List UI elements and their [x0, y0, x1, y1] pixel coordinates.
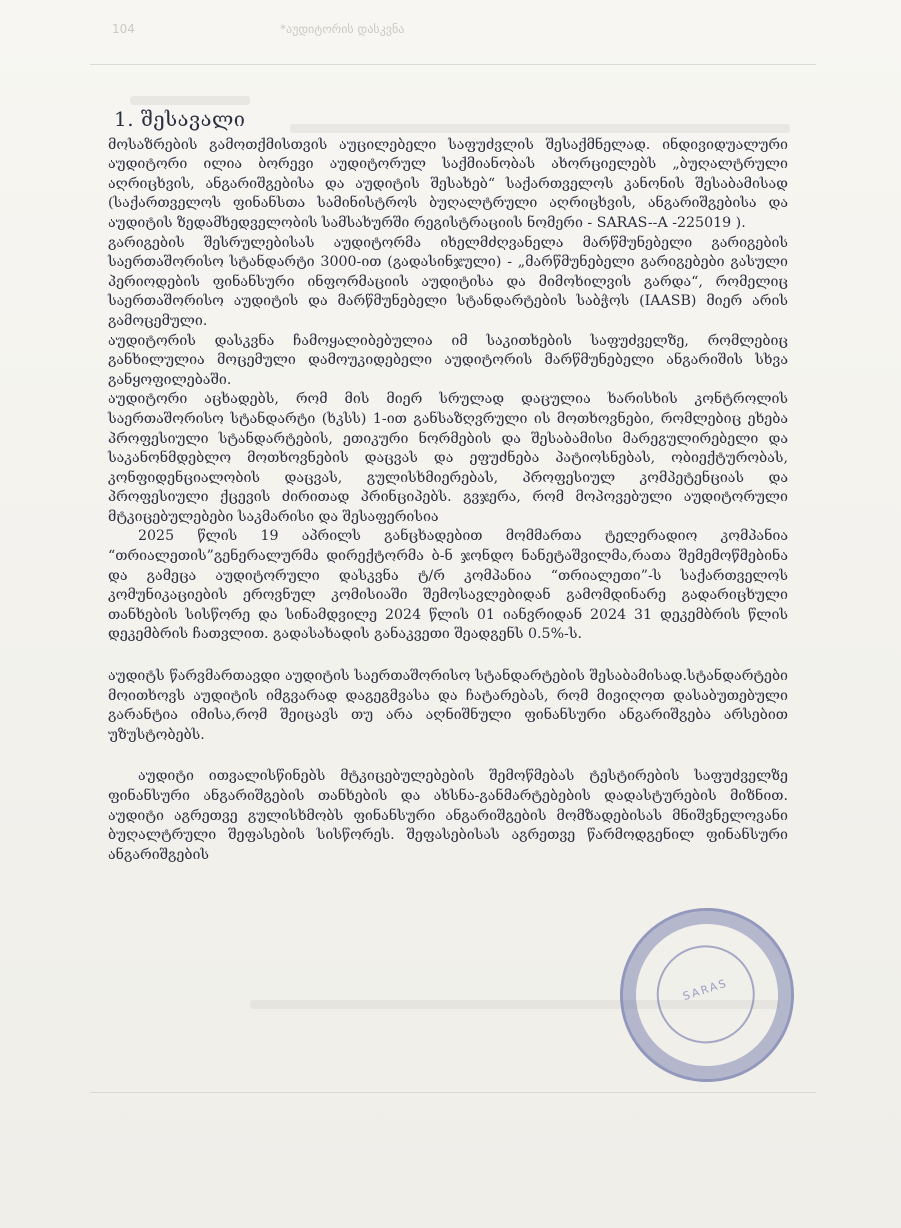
paragraph-standards: გარიგების შესრულებისას აუდიტორმა იხელმძღვანელა მარწმუნებელი გარიგების საერთაშორისო სტანდარტი 3000-ით (გადასინჯული) - „მარწმუნებელი გარიგებები გასული პერიოდების ფინანსური ინფორმაციის აუდიტისა და მიმოხილვის გარდა“, რომელიც საერთაშორისო აუდიტის და მარწმუნებელი სტანდარტების საბჭოს (IAASB) მიერ არის გამოცემული. [108, 234, 788, 329]
ghost-header-title: *აუდიტორის დასკვნა [280, 22, 405, 36]
ghost-rule [90, 64, 816, 65]
section-heading: 1. შესავალი [114, 107, 246, 131]
paragraph-audit-evidence: აუდიტი ითვალისწინებს მტკიცებულებების შემოწმებას ტესტირების საფუძველზე ფინანსური ანგარიშგების თანხების და ახსნა-განმარტებების დადასტურების მიზნით. აუდიტი აგრეთვე გულისხმობს ფინანსური ანგარიშგების მომზადებისას მნიშვნელოვანი ბუღალტრული შეფასების სისწორეს. შეფასებისას აგრეთვე წარმოდგენილ ფინანსური ანგარიშგების [108, 768, 788, 863]
seal-stamp [597, 885, 816, 1104]
seal-text: SARAS [681, 976, 730, 1004]
paragraph-audit-standards: აუდიტს წარვმართავდი აუდიტის საერთაშორისო სტანდარტების შესაბამისად.სტანდარტები მოითხოვს აუდიტის იმგვარად დაგეგმვასა და ჩატარებას, რომ მივიღოთ დასაბუთებული გარანტია იმისა,რომ შეიცავს თუ არა აღნიშნული ფინანსური ანგარიშგება არსებით უზუსტობებს. [108, 668, 788, 743]
ghost-header-number: 104 [112, 22, 135, 36]
ghost-line [130, 96, 250, 105]
document-body [108, 107, 788, 865]
paragraph-engagement: 2025 წლის 19 აპრილს განცხადებით მომმართა ტელერადიო კომპანია “თრიალეთის”გენერალურმა დირექტორმა ბ-ნ ჯონდო ნანეტაშვილმა,რათა შემემოწმებინა და გამეცა აუდიტორული დასკვნა ტ/რ კომპანია “თრიალეთი”-ს საქართველოს კომუნიკაციების ეროვნულ კომისიაში შემოსავლებიდან გამომდინარე გადარიცხული თანხების სისწორე და სინამდვილე 2024 წლის 01 იანვრიდან 2024 31 დეკემბრის წლის დეკემბრის ჩათვლით. გადასახადის განაკვეთი შეადგენს 0.5%-ს. [108, 528, 788, 643]
paragraph-conclusion-basis: აუდიტორის დასკვნა ჩამოყალიბებულია იმ საკითხების საფუძველზე, რომლებიც განხილულია მოცემული დამოუკიდებელი აუდიტორის მარწმუნებელი ანგარიშის სხვა განყოფილებაში. [108, 332, 788, 388]
paragraph-auditor-basis: მოსაზრების გამოთქმისთვის აუცილებელი საფუძვლის შესაქმნელად. ინდივიდუალური აუდიტორი ილია ბორევი აუდიტორულ საქმიანობას ახორციელებს „ბუღალტრული აღრიცხვის, ანგარიშგებისა და აუდიტის შესახებ“ საქართველოს კანონის შესაბამისად (საქართველოს ფინანსთა სამინისტროს ბუღალტრული აღრიცხვის, ანგარიშგებისა და აუდიტის ზედამხედველობის სამსახურში რეგისტრაციის ნომერი - SARAS--A -225019 ). [108, 136, 788, 231]
ghost-rule [90, 1092, 816, 1093]
paragraph-ethics: აუდიტორი აცხადებს, რომ მის მიერ სრულად დაცულია ხარისხის კონტროლის საერთაშორისო სტანდარტი (ხკსს) 1-ით განსაზღვრული ის მოთხოვნები, რომლებიც ეხება პროფესიული სტანდარტების, ეთიკური ნორმების და შესაბამისი მარეგულირებელი და საკანონმდებლო მოთხოვნების დაცვას და ეფუძნება პატიოსნებას, ობიექტურობას, კონფიდენციალობის დაცვას, გულისხმიერებას, პროფესიულ კომპეტენციას და პროფესიული ქცევის ძირითად პრინციპებს. გვჯერა, რომ მოპოვებული აუდიტორული მტკიცებულებები საკმარისი და შესაფერისია [108, 391, 788, 525]
